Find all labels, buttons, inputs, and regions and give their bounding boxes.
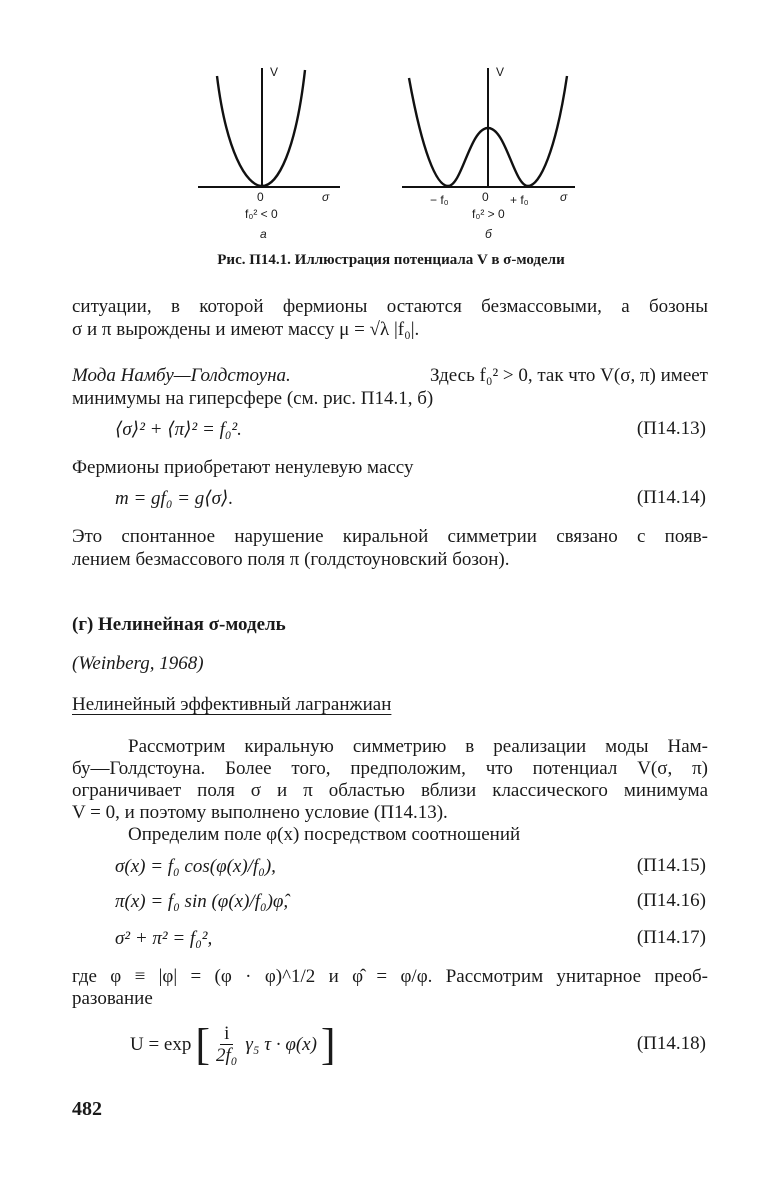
paragraph-5-line-1: Рассмотрим киральную симметрию в реализации моды Нам- <box>128 736 708 757</box>
equation-number-p14-13: (П14.13) <box>636 418 706 439</box>
paragraph-5-line-4: V = 0, и поэтому выполнено условие (П14.13). <box>72 802 448 823</box>
eq18-lhs: U = exp <box>130 1034 192 1055</box>
section-heading: (г) Нелинейная σ-модель <box>72 614 286 635</box>
paragraph-2-line-1-rest: Здесь f₀² > 0, так что V(σ, π) имеет <box>430 365 708 386</box>
left-sublabel: a <box>260 227 267 241</box>
equation-p14-18 <box>130 1020 336 1070</box>
paragraph-5-line-3: ограничивает поля σ и π областью вблизи классического минимума <box>72 780 708 801</box>
equation-p14-17: σ² + π² = f₀², <box>115 928 213 949</box>
left-origin-label: 0 <box>257 190 264 204</box>
right-minus-f0-label: − f₀ <box>430 193 449 207</box>
eq18-numerator: i <box>220 1024 233 1045</box>
equation-number-p14-17: (П14.17) <box>636 927 706 948</box>
reference-citation: (Weinberg, 1968) <box>72 653 204 674</box>
paragraph-7-line-1: где φ ≡ |φ| = (φ · φ)^1/2 и φ̂ = φ/φ. Рассмотрим унитарное преоб- <box>72 966 708 987</box>
paragraph-6: Определим поле φ(x) посредством соотношений <box>128 824 521 845</box>
left-bracket: [ <box>195 1020 211 1069</box>
right-x-axis-label: σ <box>560 190 568 204</box>
equation-p14-14: m = gf₀ = g⟨σ⟩. <box>115 488 234 509</box>
right-y-axis-label: V <box>496 65 505 79</box>
eq18-rest: γ₅ τ · φ(x) <box>245 1034 317 1055</box>
right-origin-label: 0 <box>482 190 489 204</box>
right-potential-plot <box>402 68 575 187</box>
equation-number-p14-18: (П14.18) <box>636 1033 706 1054</box>
eq18-fraction <box>212 1024 241 1067</box>
paragraph-1-line-2: σ и π вырождены и имеют массу μ = √λ |f₀|. <box>72 319 420 340</box>
right-bracket: ] <box>320 1020 336 1069</box>
paragraph-4-line-1: Это спонтанное нарушение киральной симметрии связано с появ- <box>72 526 708 547</box>
paragraph-1-line-1: ситуации, в которой фермионы остаются безмассовыми, а бозоны <box>72 296 708 317</box>
equation-number-p14-16: (П14.16) <box>636 890 706 911</box>
left-potential-plot <box>198 68 340 187</box>
paragraph-2-line-2: минимумы на гиперсфере (см. рис. П14.1, б) <box>72 388 434 409</box>
equation-p14-16: π(x) = f₀ sin (φ(x)/f₀)φ̂, <box>115 891 289 912</box>
left-y-axis-label: V <box>270 65 279 79</box>
paragraph-5-line-2: бу—Голдстоуна. Более того, предположим, что потенциал V(σ, π) <box>72 758 708 779</box>
eq18-denominator: 2f₀ <box>216 1044 238 1066</box>
right-sublabel: б <box>485 227 492 241</box>
nambu-goldstone-mode-lead: Мода Намбу—Голдстоуна. <box>72 365 291 386</box>
page-number: 482 <box>72 1098 102 1120</box>
left-x-axis-label: σ <box>322 190 330 204</box>
paragraph-7-line-2: разование <box>72 988 153 1009</box>
subheading: Нелинейный эффективный лагранжиан <box>72 694 392 715</box>
equation-number-p14-15: (П14.15) <box>636 855 706 876</box>
paragraph-3: Фермионы приобретают ненулевую массу <box>72 457 414 478</box>
right-plus-f0-label: + f₀ <box>510 193 529 207</box>
equation-p14-13: ⟨σ⟩² + ⟨π⟩² = f₀². <box>115 419 242 440</box>
left-condition-label: f₀² < 0 <box>245 207 278 221</box>
figure-caption: Рис. П14.1. Иллюстрация потенциала V в σ-модели <box>217 252 565 268</box>
equation-number-p14-14: (П14.14) <box>636 487 706 508</box>
paragraph-2-line-1 <box>72 364 708 387</box>
paragraph-4-line-2: лением безмассового поля π (голдстоуновский бозон). <box>72 549 510 570</box>
right-condition-label: f₀² > 0 <box>472 207 505 221</box>
equation-p14-15: σ(x) = f₀ cos(φ(x)/f₀), <box>115 856 276 877</box>
potential-figure <box>0 0 782 280</box>
